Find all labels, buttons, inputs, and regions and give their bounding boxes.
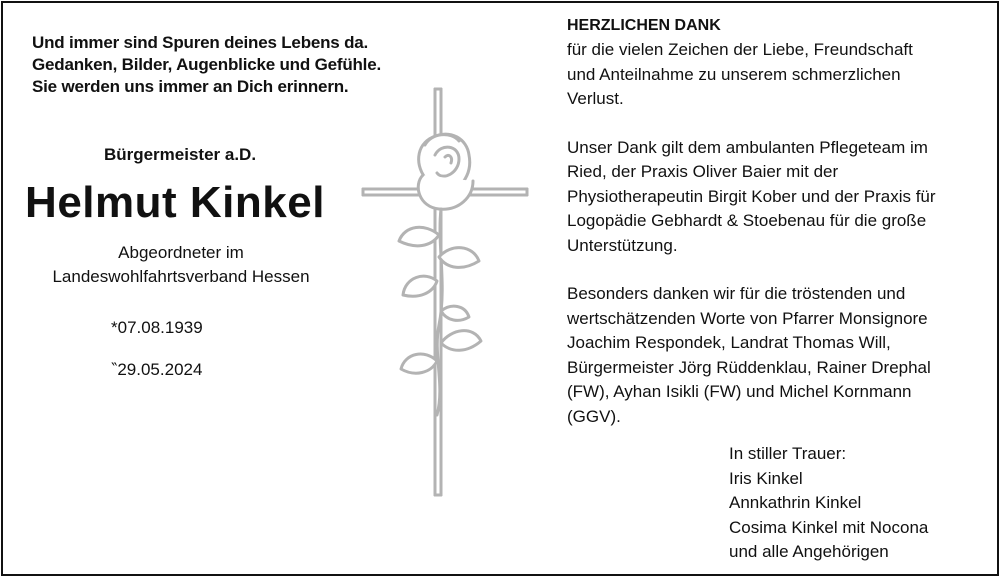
mourners-heading: In stiller Trauer: [729, 444, 847, 463]
thanks-title: HERZLICHEN DANK [567, 17, 721, 34]
thanks-line: Logopädie Gebhardt & Stoebenau für die große [567, 211, 927, 230]
mourners-list [729, 442, 928, 565]
mourner-name: Cosima Kinkel mit Nocona [729, 517, 929, 537]
thanks-line: Ried, der Praxis Oliver Baier mit der [567, 162, 839, 181]
deceased-office [0, 241, 362, 289]
thanks-paragraph [567, 136, 987, 259]
office-line: Abgeordneter im [118, 243, 244, 262]
thanks-line: (GGV). [567, 406, 621, 426]
thanks-line: Joachim Respondek, Landrat Thomas Will, [567, 333, 891, 352]
thanks-line: Bürgermeister Jörg Rüddenklau, Rainer Drephal [567, 357, 931, 377]
thanks-line: wertschätzenden Worte von Pfarrer Monsignore [567, 308, 928, 328]
deceased-rank: Bürgermeister a.D. [103, 145, 257, 164]
thanks-line: für die vielen Zeichen der Liebe, Freundschaft [567, 40, 913, 59]
mourner-name: und alle Angehörigen [729, 542, 889, 561]
thanks-line: und Anteilnahme zu unserem schmerzlichen [567, 64, 901, 84]
memorial-motto [32, 32, 381, 98]
deceased-name: Helmut Kinkel [25, 178, 325, 227]
thanks-section [567, 14, 987, 429]
thanks-line: Unterstützung. [567, 235, 678, 255]
motto-line: Gedanken, Bilder, Augenblicke und Gefühle. [32, 55, 381, 74]
motto-line: Sie werden uns immer an Dich erinnern. [32, 77, 349, 96]
thanks-line: Verlust. [567, 89, 624, 108]
paragraph-spacer [567, 112, 987, 136]
thanks-line: Besonders danken wir für die tröstenden und [567, 284, 906, 303]
cross-with-rose-icon [355, 85, 535, 500]
motto-line: Und immer sind Spuren deines Lebens da. [32, 33, 369, 52]
thanks-line: Unser Dank gilt dem ambulanten Pflegeteam im [567, 137, 928, 157]
thanks-paragraph [567, 282, 987, 429]
thanks-line: (FW), Ayhan Isikli (FW) und Michel Kornmann [567, 382, 912, 401]
death-date: ‶29.05.2024 [111, 360, 203, 379]
birth-date: *07.08.1939 [111, 318, 203, 337]
thanks-line: Physiotherapeutin Birgit Kober und der Praxis für [567, 186, 936, 206]
mourner-name: Annkathrin Kinkel [729, 493, 862, 512]
paragraph-spacer [567, 258, 987, 282]
office-line: Landeswohlfahrtsverband Hessen [52, 267, 310, 286]
mourner-name: Iris Kinkel [729, 468, 803, 488]
thanks-paragraph [567, 38, 987, 112]
